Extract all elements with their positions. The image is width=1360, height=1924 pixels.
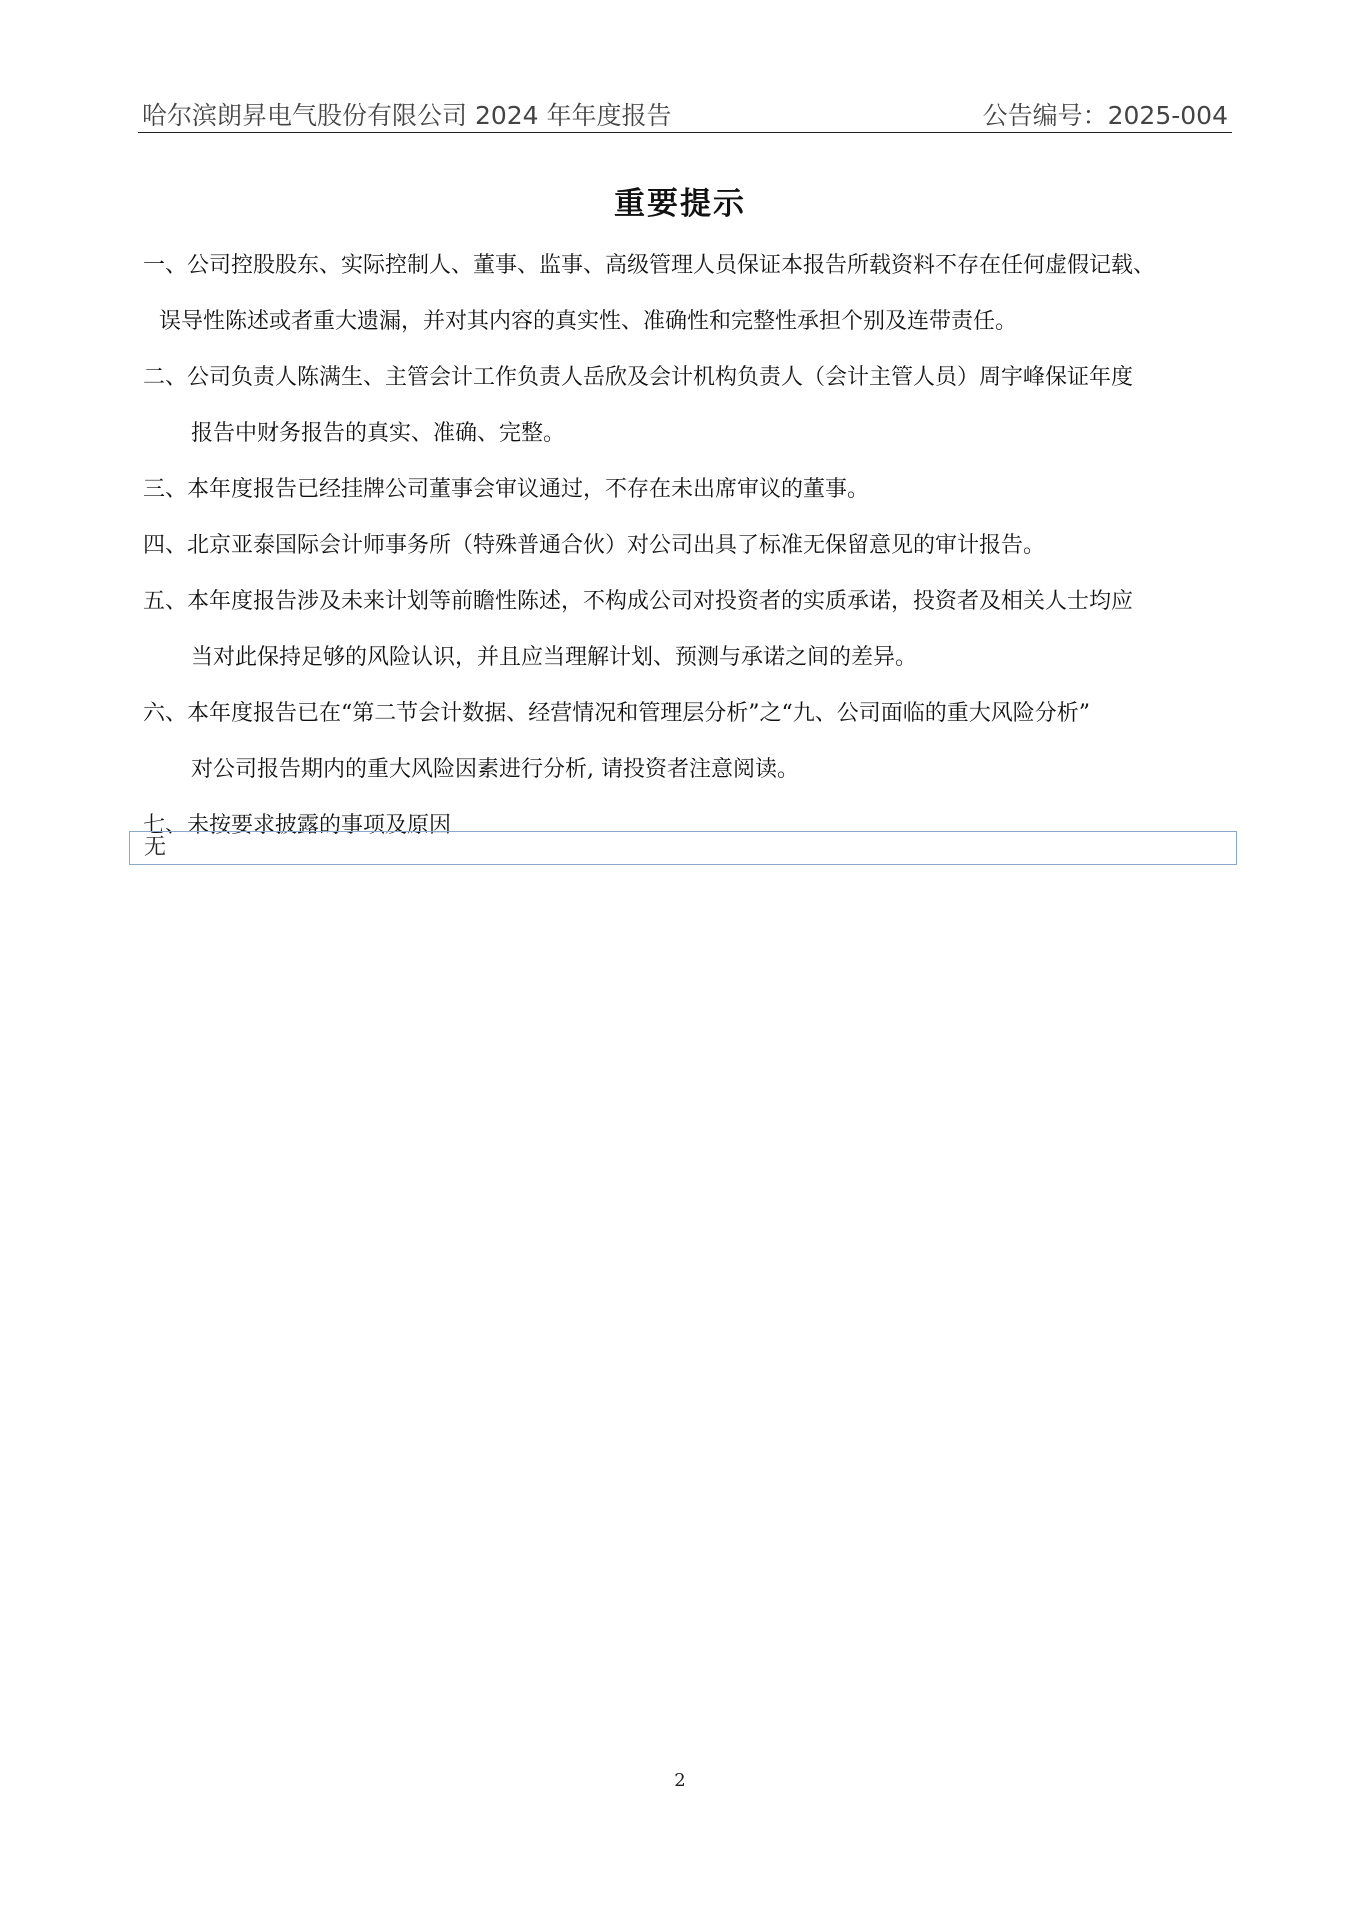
- notice-item-1: [143, 244, 1233, 356]
- notice-item-1-line-2: 误导性陈述或者重大遗漏，并对其内容的真实性、准确性和完整性承担个别及连带责任。: [159, 309, 1018, 334]
- undisclosed-items-answer-field[interactable]: 无: [129, 831, 1237, 865]
- notice-item-4-line-1: 四、北京亚泰国际会计师事务所（特殊普通合伙）对公司出具了标准无保留意见的审计报告。: [143, 533, 1046, 558]
- notice-item-2-line-2: 报告中财务报告的真实、准确、完整。: [191, 421, 566, 446]
- notice-item-6-line-1: 六、本年度报告已在“第二节会计数据、经营情况和管理层分析”之“九、公司面临的重大风险分析”: [143, 701, 1090, 726]
- notice-item-4: [143, 524, 1233, 580]
- notice-item-3-line-1: 三、本年度报告已经挂牌公司董事会审议通过，不存在未出席审议的董事。: [143, 477, 870, 502]
- notice-item-6: [143, 692, 1233, 804]
- page-title: 重要提示: [614, 186, 746, 222]
- page-number: 2: [674, 1770, 686, 1791]
- notice-item-5: [143, 580, 1233, 692]
- notice-item-2-line-1: 二、公司负责人陈满生、主管会计工作负责人岳欣及会计机构负责人（会计主管人员）周宇峰保证年度: [143, 365, 1134, 390]
- notice-item-5-line-1: 五、本年度报告涉及未来计划等前瞻性陈述，不构成公司对投资者的实质承诺，投资者及相关人士均应: [143, 589, 1134, 614]
- notice-list: [143, 244, 1233, 860]
- notice-item-5-line-2: 当对此保持足够的风险认识，并且应当理解计划、预测与承诺之间的差异。: [191, 645, 918, 670]
- notice-item-2: [143, 356, 1233, 468]
- notice-item-7-line-1: 七、未按要求披露的事项及原因: [143, 813, 452, 838]
- header-report-title: 哈尔滨朗昇电气股份有限公司 2024 年年度报告: [142, 101, 672, 130]
- notice-item-1-line-1: 一、公司控股股东、实际控制人、董事、监事、高级管理人员保证本报告所载资料不存在任何虚假记载、: [143, 253, 1156, 278]
- notice-item-3: [143, 468, 1233, 524]
- header-announcement-number: 公告编号：2025-004: [982, 101, 1228, 130]
- notice-item-6-line-2: 对公司报告期内的重大风险因素进行分析, 请投资者注意阅读。: [191, 757, 799, 782]
- page-header: [138, 96, 1232, 133]
